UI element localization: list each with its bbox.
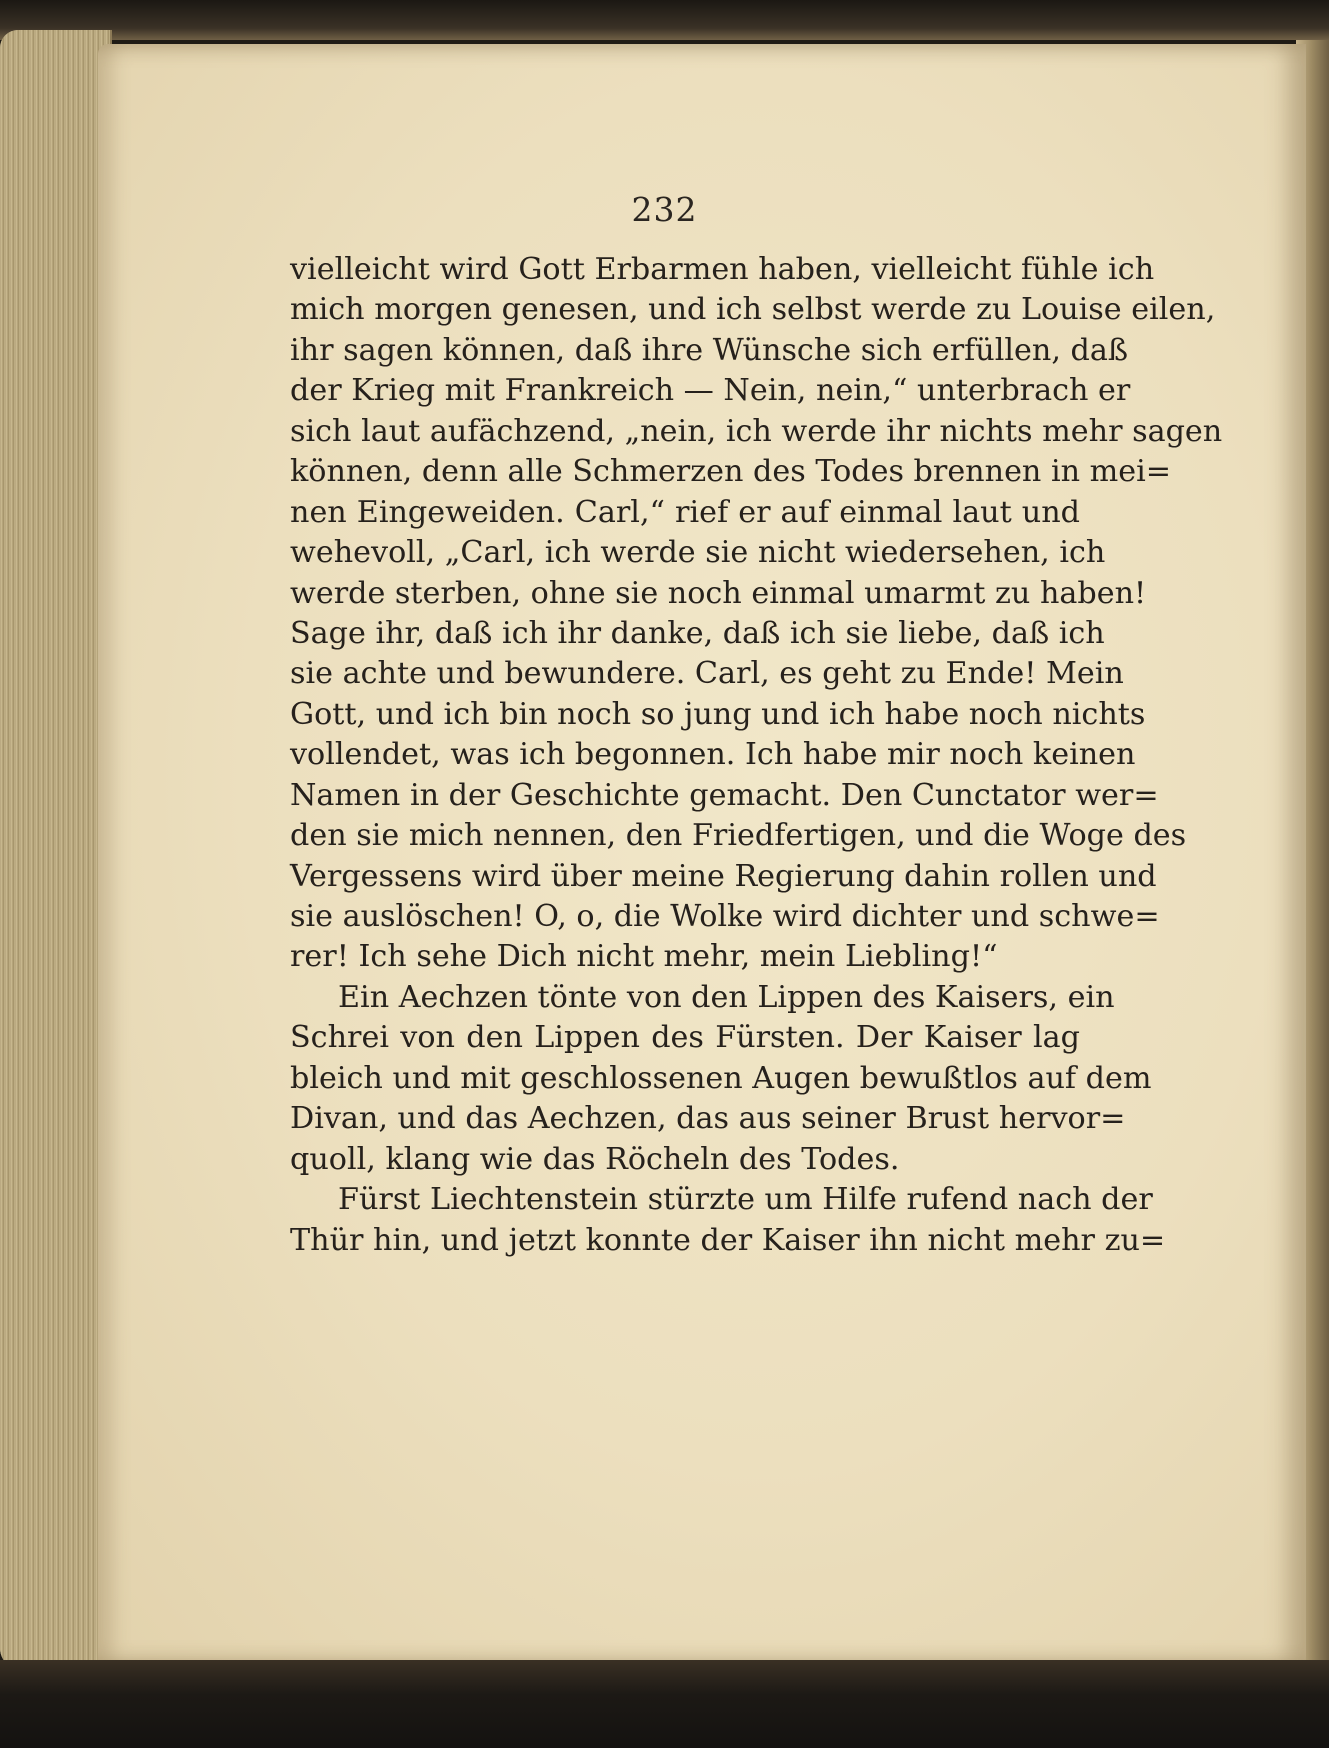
- text-line: Sage ihr, daß ich ihr danke, daß ich sie liebe, daß ich: [290, 615, 1105, 651]
- page-edges: [0, 30, 112, 1670]
- text-line: Vergessens wird über meine Regierung dahin rollen und: [290, 858, 1157, 894]
- text-line: sie auslöschen! O, o, die Wolke wird dichter und schwe=: [290, 899, 1160, 934]
- text-line: Schrei von den Lippen des Fürsten. Der Kaiser lag: [290, 1020, 1080, 1056]
- text-line: vielleicht wird Gott Erbarmen haben, vielleicht fühle ich: [290, 252, 1155, 287]
- text-line: der Krieg mit Frankreich — Nein, nein,“ unterbrach er: [290, 373, 1131, 409]
- body-text: [290, 250, 1223, 1261]
- text-line: Gott, und ich bin noch so jung und ich habe noch nichts: [290, 696, 1146, 732]
- text-line: quoll, klang wie das Röcheln des Todes.: [290, 1141, 900, 1177]
- text-line: Namen in der Geschichte gemacht. Den Cunctator wer=: [290, 777, 1159, 813]
- page-number: 232: [631, 190, 698, 229]
- text-line: mich morgen genesen, und ich selbst werde zu Louise eilen,: [290, 292, 1216, 328]
- text-line: werde sterben, ohne sie noch einmal umarmt zu haben!: [290, 575, 1147, 611]
- text-line: rer! Ich sehe Dich nicht mehr, mein Liebling!“: [290, 939, 998, 975]
- text-line: ihr sagen können, daß ihre Wünsche sich erfüllen, daß: [290, 332, 1129, 368]
- text-line: vollendet, was ich begonnen. Ich habe mir noch keinen: [290, 737, 1136, 773]
- book-cover-bottom: [0, 1660, 1329, 1748]
- text-line: Thür hin, und jetzt konnte der Kaiser ihn nicht mehr zu=: [290, 1222, 1166, 1258]
- text-line: Fürst Liechtenstein stürzte um Hilfe rufend nach der: [338, 1182, 1153, 1218]
- text-line: sich laut aufächzend, „nein, ich werde ihr nichts mehr sagen: [290, 413, 1223, 449]
- text-line: Ein Aechzen tönte von den Lippen des Kaisers, ein: [338, 979, 1115, 1015]
- text-line: Divan, und das Aechzen, das aus seiner Brust hervor=: [290, 1101, 1126, 1137]
- text-line: bleich und mit geschlossenen Augen bewußtlos auf dem: [290, 1060, 1152, 1096]
- text-line: wehevoll, „Carl, ich werde sie nicht wiedersehen, ich: [290, 535, 1106, 571]
- text-line: sie achte und bewundere. Carl, es geht zu Ende! Mein: [290, 656, 1124, 692]
- book-cover-top: [0, 0, 1329, 40]
- text-line: können, denn alle Schmerzen des Todes brennen in mei=: [290, 454, 1172, 490]
- text-line: nen Eingeweiden. Carl,“ rief er auf einmal laut und: [290, 494, 1080, 530]
- text-line: den sie mich nennen, den Friedfertigen, und die Woge des: [290, 818, 1187, 854]
